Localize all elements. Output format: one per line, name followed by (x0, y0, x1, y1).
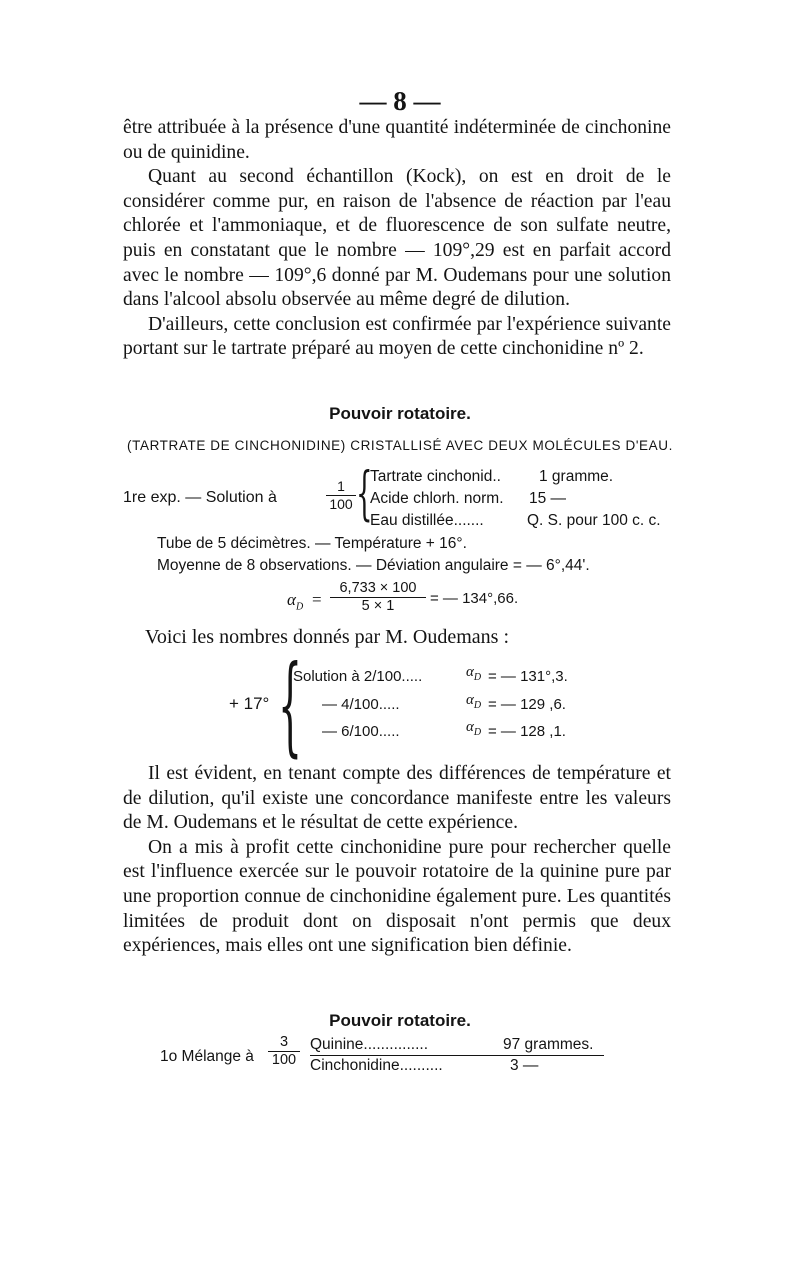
paragraph: On a mis à profit cette cinchonidine pure pour rechercher quelle est l'influence exercée sur le pouvoir rotatoire de la quinine pure par une proportion connue de cinchonidine également pure. Les quantités limitées de produit dont on disposait n'ont permis que deux expériences, mais elles ont une signification bien définie. (123, 836, 671, 957)
reagent-qty: 1 gramme. (539, 468, 614, 485)
fraction-denominator: 100 (329, 496, 353, 512)
paragraph: Il est évident, en tenant compte des différences de température et de dilution, qu'il existe une concordance manifeste entre les valeurs de M. Oudemans et le résultat de cette expérience. (123, 763, 671, 834)
text-block-1 (123, 116, 671, 362)
formula-numerator: 6,733 × 100 (330, 580, 426, 598)
reagent-qty: 15 — (529, 490, 567, 507)
paragraph: D'ailleurs, cette conclusion est confirmée par l'expérience suivante portant sur le tartrate préparé au moyen de cette cinchonidine nº 2. (123, 313, 671, 360)
subheading-tartrate: (TARTRATE DE CINCHONIDINE) CRISTALLISÉ AVEC DEUX MOLÉCULES D'EAU. (127, 438, 673, 453)
solution-label: Solution à 2/100..... (293, 668, 423, 685)
paragraph: être attribuée à la présence d'une quantité indéterminée de cinchonine ou de quinidine. (123, 117, 671, 163)
heading-pouvoir-rotatoire: Pouvoir rotatoire. (329, 404, 471, 423)
paragraph: Quant au second échantillon (Kock), on est en droit de le considérer comme pur, en raison de l'absence de réaction par l'eau chlorée et l'ammoniaque, et de fluorescence de son sulfate neutre, puis en constatant que le nombre — 109°,29 est en parfait accord avec le nombre — 109°,6 donné par M. Oudemans pour une solution dans l'alcool absolu observée au même degré de dilution. (123, 166, 671, 311)
ingredient-name: Quinine............... (310, 1036, 429, 1053)
fraction-denominator: 100 (271, 1052, 297, 1068)
solution-label: — 4/100..... (322, 696, 400, 713)
alpha-symbol: $\alpha_D$ (287, 590, 304, 613)
solution-value: = — 131°,3. (488, 668, 568, 685)
melange-label: 1o Mélange à (160, 1048, 254, 1065)
reagent-name: Eau distillée....... (370, 512, 484, 529)
formula-fraction (330, 580, 426, 615)
alpha-symbol: $\alpha_D$ (466, 692, 482, 711)
reagent-qty: Q. S. pour 100 c. c. (527, 512, 661, 529)
solution-label: — 6/100..... (322, 723, 400, 740)
moyenne-line: Moyenne de 8 observations. — Déviation angulaire = — 6°,44'. (157, 557, 590, 574)
solution-value: = — 128 ,1. (488, 723, 566, 740)
brace-icon: { (278, 643, 303, 768)
text-block-2 (123, 762, 671, 959)
ingredient-qty: 97 grammes. (503, 1036, 594, 1053)
equals-sign: = (312, 590, 322, 609)
heading-pouvoir-rotatoire-2: Pouvoir rotatoire. (329, 1011, 471, 1030)
page-number: — 8 — (359, 86, 441, 116)
ingredient-name: Cinchonidine.......... (310, 1057, 443, 1074)
reagent-name: Tartrate cinchonid.. (370, 468, 501, 485)
formula-result: = — 134°,66. (430, 590, 519, 607)
tube-line: Tube de 5 décimètres. — Température + 16°. (157, 535, 467, 552)
oudemans-intro: Voici les nombres donnés par M. Oudemans : (145, 626, 510, 648)
melange-fraction (268, 1034, 300, 1069)
solution-value: = — 129 ,6. (488, 696, 566, 713)
fraction-numerator: 1 (326, 478, 356, 496)
alpha-symbol: $\alpha_D$ (466, 664, 482, 683)
formula-denominator: 5 × 1 (361, 598, 395, 614)
brace-icon: { (356, 459, 373, 527)
alpha-symbol: $\alpha_D$ (466, 719, 482, 738)
ingredient-qty: 3 — (510, 1057, 539, 1074)
fraction-numerator: 3 (268, 1034, 300, 1052)
temperature-label: + 17° (229, 694, 270, 713)
reagent-name: Acide chlorh. norm. (370, 490, 504, 507)
exp-fraction (326, 478, 356, 513)
rule-line (310, 1055, 604, 1056)
exp-label: 1re exp. — Solution à (123, 489, 277, 506)
alpha-subscript: D (295, 601, 304, 613)
